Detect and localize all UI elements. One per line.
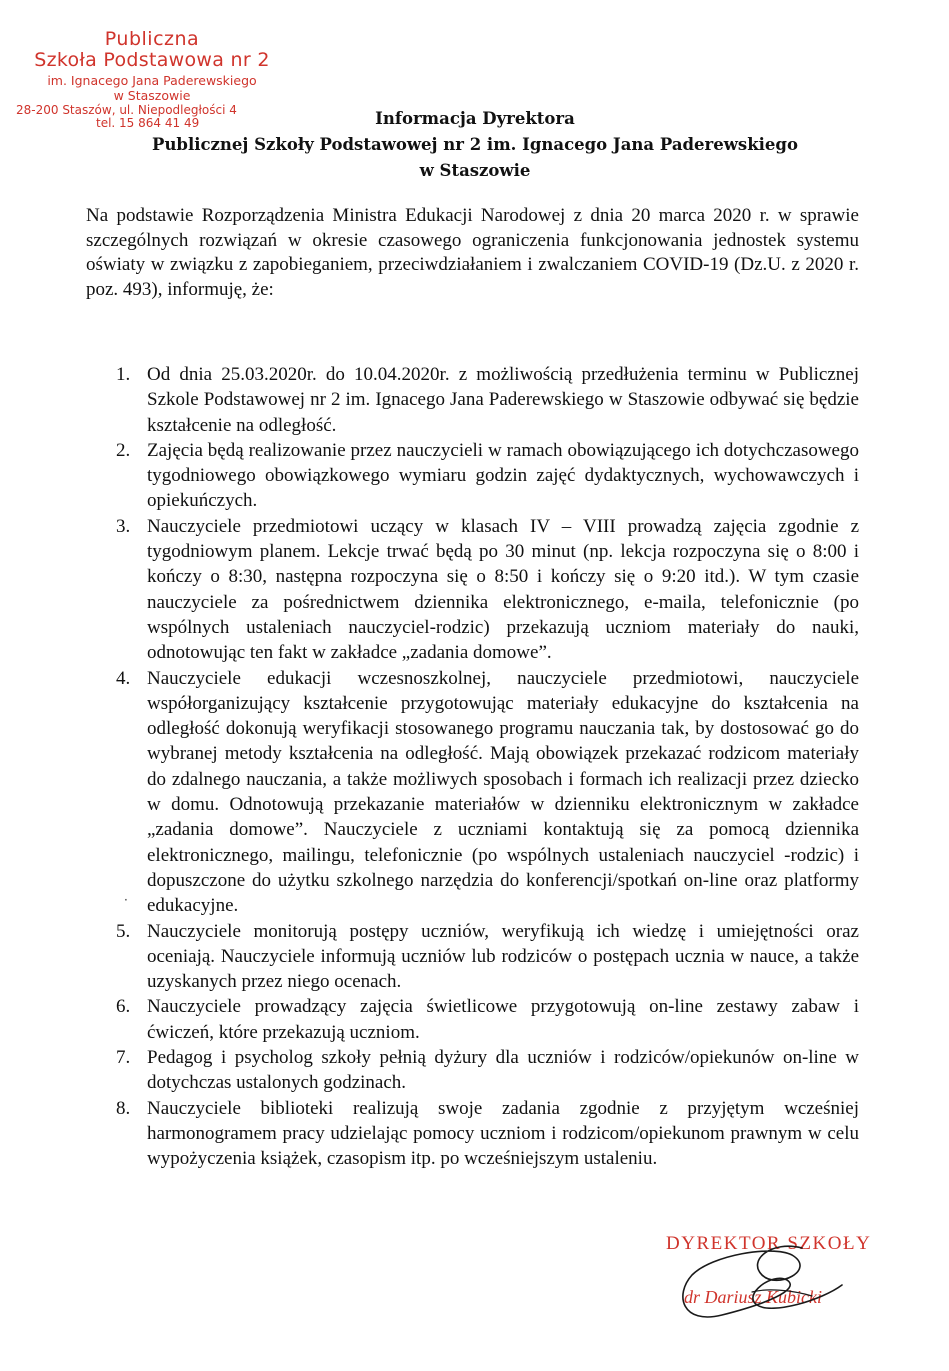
list-item-text: Nauczyciele edukacji wczesnoszkolnej, nauczyciele przedmiotowi, nauczyciele współorganizujący kształcenie przygotowując materiały edukacyjne do kształcenia na odległość dokonują weryfikacji stosowanego programu nauczania tak, by dostosować go do wybranej metody kształcenia na odległość. Mają obowiązek przekazać rodzicom materiały do zdalnego nauczania, a także możliwych sposobach i formach ich realizacji przez dziecko w domu. Odnotowują przekazanie materiałów w dzienniku elektronicznym w zakładce „zadania domowe”. Nauczyciele z uczniami kontaktują się za pomocą dziennika elektronicznego, mailingu, telefonicznie (po wspólnych ustaleniach nauczyciel -rodzic) i dopuszczone do użytku szkolnego narzędzia do konferencji/spotkań on-line oraz platformy edukacyjne. xyxy=(147,667,859,917)
list-item-text: Od dnia 25.03.2020r. do 10.04.2020r. z możliwością przedłużenia terminu w Publicznej Szkole Podstawowej nr 2 im. Ignacego Jana Paderewskiego w Staszowie odbywać się będzie kształcenie na odległość. xyxy=(147,364,859,436)
heading-line-2: Publicznej Szkoły Podstawowej nr 2 im. Ignacego Jana Paderewskiego xyxy=(152,135,798,154)
list-item-text: Pedagog i psycholog szkoły pełnią dyżury dla uczniów i rodziców/opiekunów on-line w dotychczas ustalonych godzinach. xyxy=(147,1047,859,1094)
signature-name: dr Dariusz Kubicki xyxy=(684,1287,823,1307)
stamp-line-5: 28-200 Staszów, ul. Niepodległości 4 xyxy=(16,103,237,117)
list-item xyxy=(110,666,859,919)
list-item-number: 2. xyxy=(116,439,131,461)
document-heading xyxy=(130,106,820,184)
list-item-text: Zajęcia będą realizowanie przez nauczycieli w ramach obowiązującego ich dotychczasowego tygodniowego obowiązkowego wymiaru godzin zajęć dydaktycznych, wychowawczych i opiekuńczych. xyxy=(147,439,859,512)
stamp-line-1: Publiczna xyxy=(104,28,200,50)
list-item-text: Nauczyciele monitorują postępy uczniów, weryfikują ich wiedzę i umiejętności oraz oceniają. Nauczyciele informują uczniów lub rodziców o postępach ucznia w nauce, a także uzyskanych przez niego ocenach. xyxy=(147,920,859,993)
numbered-list xyxy=(110,362,859,1172)
list-item xyxy=(110,994,859,1045)
list-item-number: 7. xyxy=(116,1047,131,1069)
stamp-line-3: im. Ignacego Jana Paderewskiego xyxy=(47,73,257,88)
list-item xyxy=(110,919,859,995)
margin-mark: · xyxy=(124,893,128,907)
list-item xyxy=(110,362,859,438)
list-item xyxy=(110,438,859,514)
list-item-number: 1. xyxy=(116,364,131,385)
handwritten-signature-icon xyxy=(652,1230,892,1340)
stamp-line-2: Szkoła Podstawowa nr 2 xyxy=(34,49,270,71)
list-item-number: 6. xyxy=(116,996,131,1018)
list-item-number: 8. xyxy=(116,1097,131,1119)
heading-line-1: Informacja Dyrektora xyxy=(375,109,575,128)
stamp-line-6: tel. 15 864 41 49 xyxy=(96,116,200,130)
list-item xyxy=(110,1096,859,1172)
list-item xyxy=(110,1045,859,1096)
list-item-text: Nauczyciele biblioteki realizują swoje zadania zgodnie z przyjętym wcześniej harmonogramem pracy udzielając pomocy uczniom i rodzicom/opiekunom prawnym w celu wypożyczenia książek, czasopism itp. po wcześniejszym ustaleniu. xyxy=(147,1097,859,1170)
signature-title: DYREKTOR SZKOŁY xyxy=(666,1233,872,1254)
list-item-number: 5. xyxy=(116,920,131,942)
intro-paragraph: Na podstawie Rozporządzenia Ministra Edukacji Narodowej z dnia 20 marca 2020 r. w sprawie szczególnych rozwiązań w okresie czasowego ograniczenia funkcjonowania jednostek systemu oświaty w związku z zapobieganiem, przeciwdziałaniem i zwalczaniem COVID-19 (Dz.U. z 2020 r. poz. 493), informuję, że: xyxy=(86,205,859,300)
list-item-number: 4. xyxy=(116,667,131,689)
stamp-line-4: w Staszowie xyxy=(113,88,191,103)
list-item-number: 3. xyxy=(116,515,131,537)
list-item xyxy=(110,514,859,666)
heading-line-3: w Staszowie xyxy=(419,161,531,180)
list-item-text: Nauczyciele prowadzący zajęcia świetlicowe przygotowują on-line zestawy zabaw i ćwiczeń, które przekazują uczniom. xyxy=(147,996,859,1043)
signature-stamp xyxy=(652,1230,892,1330)
list-item-text: Nauczyciele przedmiotowi uczący w klasach IV – VIII prowadzą zajęcia zgodnie z tygodniowym planem. Lekcje trwać będą po 30 minut (np. lekcja rozpoczyna się o 8:00 i kończy o 8:30, następna rozpoczyna się o 8:50 i kończy się o 9:20 itd.). W tym czasie nauczyciele za pośrednictwem dziennika elektronicznego, e-maila, telefonicznie (po wspólnych ustaleniach nauczyciel-rodzic) przekazują uczniom materiały do nauki, odnotowując ten fakt w zakładce „zadania domowe”. xyxy=(147,515,859,664)
